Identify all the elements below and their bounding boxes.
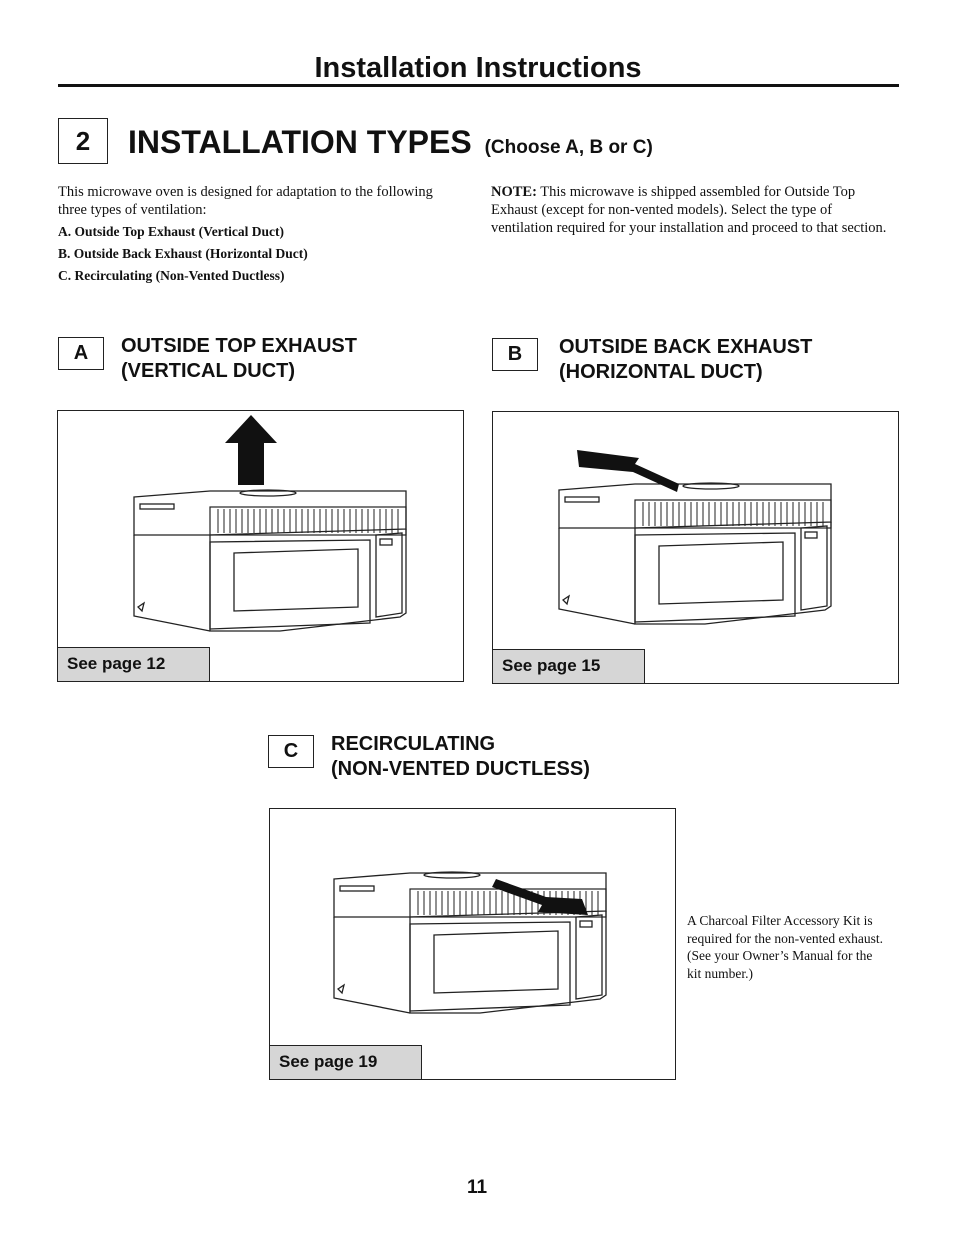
option-b-title	[559, 335, 812, 385]
charcoal-filter-note: A Charcoal Filter Accessory Kit is required for the non-vented exhaust. (See your Owner’s Manual for the kit number.)	[687, 913, 884, 981]
option-a-title-line1: OUTSIDE TOP EXHAUST	[121, 335, 357, 357]
option-b-title-line2: (HORIZONTAL DUCT)	[559, 361, 763, 383]
note-block	[491, 183, 891, 237]
page-number: 11	[466, 1177, 488, 1198]
option-b-title-line1: OUTSIDE BACK EXHAUST	[559, 336, 813, 358]
note-label: NOTE:	[491, 184, 537, 200]
option-a-panel	[57, 410, 464, 682]
option-b-panel	[492, 411, 899, 684]
title-divider	[58, 84, 899, 87]
option-b-see-page: See page 15	[493, 649, 645, 683]
option-c-letter: C	[268, 735, 314, 768]
intro-item-c: C. Recirculating (Non-Vented Ductless)	[58, 268, 285, 283]
option-a-title-line2: (VERTICAL DUCT)	[121, 360, 296, 382]
section-title-text: INSTALLATION TYPES	[128, 124, 472, 160]
option-a-see-page: See page 12	[58, 647, 210, 681]
option-b-letter: B	[492, 338, 538, 371]
option-c-see-page: See page 19	[270, 1045, 422, 1079]
option-c-title	[331, 732, 590, 782]
section-number-box: 2	[58, 118, 108, 164]
option-a-letter: A	[58, 337, 104, 370]
page-title: Installation Instructions	[314, 52, 642, 84]
option-c-title-line1: RECIRCULATING	[331, 733, 496, 755]
option-a-title	[121, 334, 357, 384]
option-c-panel	[269, 808, 676, 1080]
arrow-back-icon	[577, 450, 679, 492]
section-subtitle: (Choose A, B or C)	[484, 137, 653, 158]
intro-item-b: B. Outside Back Exhaust (Horizontal Duct)	[58, 246, 308, 261]
option-c-title-line2: (NON-VENTED DUCTLESS)	[331, 758, 590, 780]
microwave-b-illustration	[493, 412, 897, 650]
arrow-up-icon	[225, 415, 277, 485]
intro-item-a: A. Outside Top Exhaust (Vertical Duct)	[58, 224, 285, 239]
intro-block	[58, 183, 438, 285]
microwave-c-illustration	[270, 809, 674, 1047]
intro-text: This microwave oven is designed for adaptation to the following three types of ventilation:	[58, 184, 433, 218]
note-text: This microwave is shipped assembled for Outside Top Exhaust (except for non-vented models). Select the type of ventilation required for your installation and proceed to that section.	[491, 184, 887, 236]
microwave-a-illustration	[58, 411, 462, 649]
section-title	[128, 122, 653, 168]
